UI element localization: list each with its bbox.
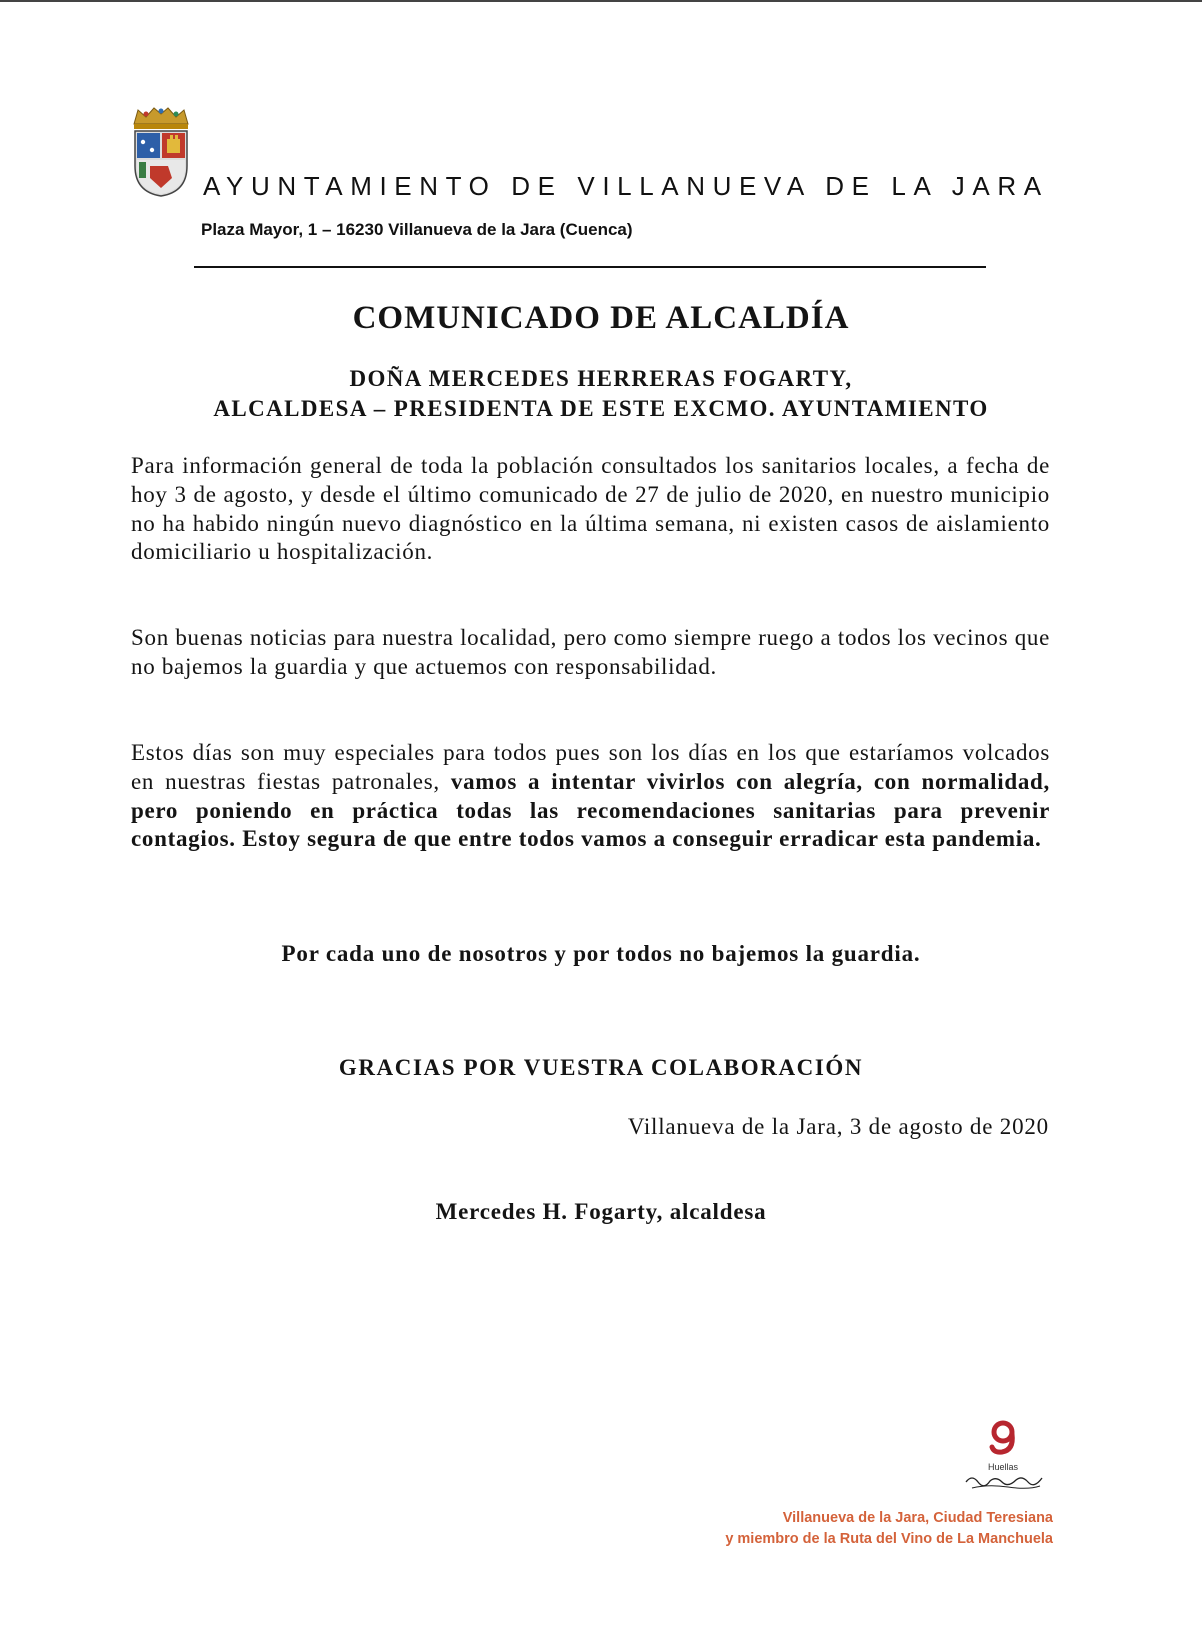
footer-line-2: y miembro de la Ruta del Vino de La Manchuela — [725, 1531, 1053, 1547]
document-title: COMUNICADO DE ALCALDÍA — [352, 300, 850, 336]
paragraph-festivities-bold: vamos a intentar vivirlos con alegría, con normalidad, pero poniendo en práctica todas las recomendaciones sanitarias para prevenir contagios. Estoy segura de que entre todos vamos a conseguir erradicar esta pandemia. — [131, 768, 1050, 852]
footer-line-1: Villanueva de la Jara, Ciudad Teresiana — [782, 1510, 1053, 1526]
paragraph-appeal: Son buenas noticias para nuestra localidad, pero como siempre ruego a todos los vecinos que no bajemos la guardia y que actuemos con responsabilidad. — [131, 625, 1050, 679]
huellas-logo-text: Huellas — [987, 1462, 1019, 1472]
motto-line: Por cada uno de nosotros y por todos no bajemos la guardia. — [281, 941, 921, 966]
coat-of-arms-icon — [128, 104, 194, 198]
signature-line: Mercedes H. Fogarty, alcaldesa — [435, 1199, 767, 1224]
paragraph-festivities-regular: Estos días son muy especiales para todos pues son los días en los que estaríamos volcados en nuestras fiestas patronales, — [131, 740, 1050, 794]
addressee-role: ALCALDESA – PRESIDENTA DE ESTE EXCMO. AYUNTAMIENTO — [213, 396, 989, 421]
organization-name: AYUNTAMIENTO DE VILLANUEVA DE LA JARA — [203, 171, 1049, 201]
addressee-block — [0, 364, 1202, 424]
footer-note — [725, 1508, 1053, 1550]
huellas-logo-icon — [958, 1420, 1048, 1496]
organization-address: Plaza Mayor, 1 – 16230 Villanueva de la Jara (Cuenca) — [201, 220, 633, 239]
paragraph-festivities — [131, 739, 1050, 854]
thanks-heading: GRACIAS POR VUESTRA COLABORACIÓN — [338, 1055, 864, 1080]
header-divider — [194, 266, 986, 268]
page-top-edge — [0, 0, 1202, 2]
place-and-date: Villanueva de la Jara, 3 de agosto de 2020 — [627, 1114, 1049, 1139]
paragraph-status: Para información general de toda la población consultados los sanitarios locales, a fecha de hoy 3 de agosto, y desde el último comunicado de 27 de julio de 2020, en nuestro municipio no ha habido ningún nuevo diagnóstico en la última semana, ni existen casos de aislamiento domiciliario u hospitalización. — [131, 453, 1050, 565]
addressee-name: DOÑA MERCEDES HERRERAS FOGARTY, — [349, 366, 853, 391]
